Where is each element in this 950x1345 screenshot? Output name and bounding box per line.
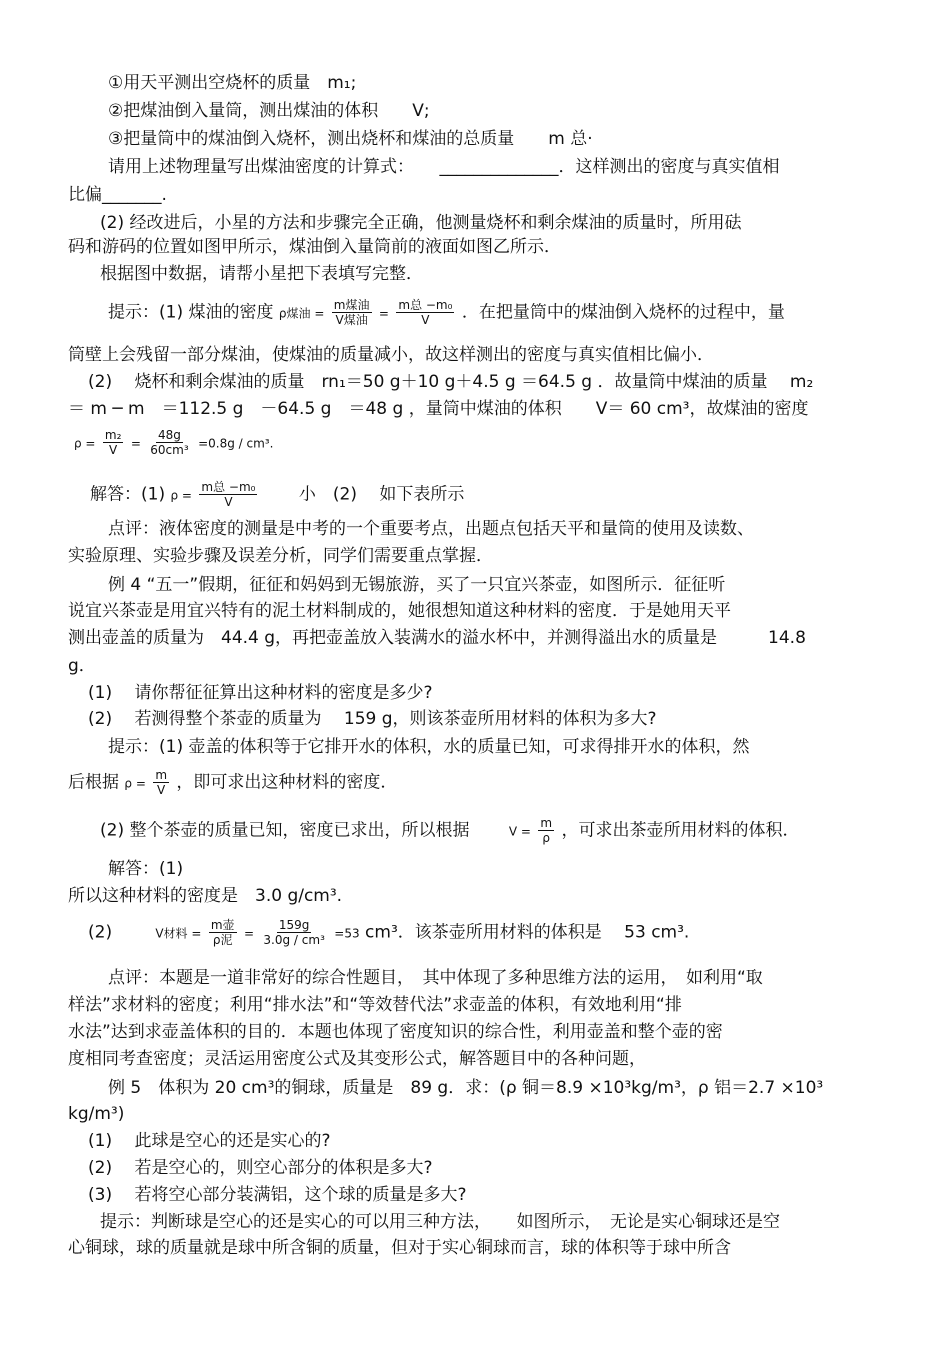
hint-ex4-line-3 bbox=[100, 816, 799, 845]
hint-suffix: ，即可求出这种材料的密度． bbox=[176, 772, 398, 793]
comment-line-1: 点评：液体密度的测量是中考的一个重要考点，出题点包括天平和量筒的使用及读数、 bbox=[108, 519, 754, 539]
comment-ex4-line-1: 点评：本题是一道非常好的综合性题目， 其中体现了多种思维方法的运用， 如利用“取 bbox=[108, 968, 763, 988]
answer-label: 解答：(1) bbox=[90, 484, 166, 505]
example-4-line-3: 测出壶盖的质量为 44.4 g，再把壶盖放入装满水的溢水杯中，并测得溢出水的质量是 14.8 bbox=[68, 628, 806, 648]
hint-line-3: (2) 烧杯和剩余煤油的质量 rn₁＝50 g＋10 g＋4.5 g ＝64.5 g ．故量筒中煤油的质量 m₂ bbox=[88, 372, 814, 392]
example-5-line-2: kg/m³) bbox=[68, 1104, 125, 1124]
answer-line bbox=[90, 480, 464, 509]
fraction-m-over-rho: $\frac{m}{\rho}$ bbox=[540, 816, 553, 845]
fraction-159-over-3: $\frac{159g}{\text{3.0g / cm³}}$ bbox=[263, 918, 325, 947]
hint-prefix: 后根据 bbox=[68, 772, 119, 793]
example-4-line-4: g． bbox=[68, 656, 96, 676]
comment-ex4-line-3: 水法”达到求壶盖体积的目的．本题也体现了密度知识的综合性，利用壶盖和整个壶的密 bbox=[68, 1022, 723, 1042]
fraction-48-over-60: $\frac{48g}{\text{60cm³}}$ bbox=[150, 428, 189, 457]
equals-sign: = bbox=[130, 436, 141, 451]
fraction-m2-over-v: $\frac{\text{m₂}}{V}$ bbox=[104, 428, 122, 457]
ex5-question-3: (3) 若将空心部分装满铝，这个球的质量是多大? bbox=[88, 1185, 467, 1205]
part-2-text-cont: 码和游码的位置如图甲所示，煤油倒入量筒前的液面如图乙所示． bbox=[68, 237, 561, 257]
answer-ex4-density: 所以这种材料的密度是 3.0 g/cm³. bbox=[68, 886, 343, 906]
volume-material-symbol: V材料 = bbox=[155, 926, 202, 941]
hint-prefix: (2) 整个茶壶的质量已知，密度已求出，所以根据 bbox=[100, 820, 504, 841]
example-5-line-1: 例 5 体积为 20 cm³的铜球，质量是 89 g．求：(ρ 铜＝8.9 ×10³kg/m³，ρ 铝＝2.7 ×10³ bbox=[108, 1078, 824, 1098]
hint-ex4-line-1: 提示：(1) 壶盖的体积等于它排开水的体积，水的质量已知，可求得排开水的体积，然 bbox=[108, 737, 750, 757]
hint-line-1 bbox=[108, 298, 785, 327]
fraction-total-minus-empty: $\frac{\text{m总 −m₀}}{V}$ bbox=[398, 298, 453, 327]
fraction-m-over-v: $\frac{m}{V}$ bbox=[155, 768, 168, 797]
density-symbol: ρ煤油 = bbox=[278, 306, 325, 321]
hint-line-1-tail: ．在把量筒中的煤油倒入烧杯的过程中，量 bbox=[461, 302, 785, 323]
hint-ex5-line-1: 提示：判断球是空心的还是实心的可以用三种方法， 如图所示， 无论是实心铜球还是空 bbox=[100, 1212, 780, 1232]
equals-sign: = bbox=[243, 926, 254, 941]
hint-label: 提示：(1) 煤油的密度 bbox=[108, 302, 274, 323]
density-calc-line bbox=[74, 428, 273, 457]
hint-ex4-line-2 bbox=[68, 768, 397, 797]
example-4-line-2: 说宜兴茶壶是用宜兴特有的泥土材料制成的，她很想知道这种材料的密度．于是她用天平 bbox=[68, 601, 731, 621]
volume-result: =53 bbox=[334, 926, 360, 941]
volume-tail: cm³．该茶壶所用材料的体积是 53 cm³. bbox=[365, 922, 690, 943]
equals-sign: = bbox=[378, 306, 389, 321]
answer-ex4-label: 解答：(1) bbox=[108, 859, 184, 879]
density-result: =0.8g / cm³. bbox=[198, 436, 274, 451]
volume-symbol: V = bbox=[508, 824, 531, 839]
rho-symbol: ρ = bbox=[124, 776, 146, 791]
hint-ex5-line-2: 心铜球，球的质量就是球中所含铜的质量，但对于实心铜球而言，球的体积等于球中所含 bbox=[68, 1238, 731, 1258]
ex5-question-1: (1) 此球是空心的还是实心的? bbox=[88, 1131, 331, 1151]
question-1: (1) 请你帮征征算出这种材料的密度是多少? bbox=[88, 683, 433, 703]
hint-suffix: ，可求出茶壶所用材料的体积． bbox=[561, 820, 800, 841]
fraction-answer: $\frac{\text{m总 −m₀}}{V}$ bbox=[201, 480, 256, 509]
hint-line-4: ＝ m ─ m ＝112.5 g －64.5 g ＝48 g ，量筒中煤油的体积 V＝ 60 cm³，故煤油的密度 bbox=[68, 399, 809, 419]
ex5-question-2: (2) 若是空心的，则空心部分的体积是多大? bbox=[88, 1158, 433, 1178]
part-label: (2) bbox=[88, 922, 113, 943]
step-1: ①用天平测出空烧杯的质量 m₁; bbox=[108, 73, 357, 93]
question-2: (2) 若测得整个茶壶的质量为 159 g，则该茶壶所用材料的体积为多大? bbox=[88, 709, 657, 729]
example-4-line-1: 例 4 “五一”假期，征征和妈妈到无锡旅游，买了一只宜兴茶壶，如图所示．征征听 bbox=[108, 575, 726, 595]
instruction-text: 根据图中数据，请帮小星把下表填写完整． bbox=[100, 264, 423, 284]
answer-tail: 小 (2) 如下表所示 bbox=[264, 484, 465, 505]
answer-ex4-volume bbox=[88, 918, 689, 947]
question-text-cont: 比偏_______. bbox=[68, 185, 167, 205]
step-2: ②把煤油倒入量筒，测出煤油的体积 V; bbox=[108, 101, 430, 121]
fraction-m-over-v: $\frac{\text{m煤油}}{\text{V煤油}}$ bbox=[333, 298, 370, 327]
rho-symbol: ρ = bbox=[74, 436, 96, 451]
comment-line-2: 实验原理、实验步骤及误差分析，同学们需要重点掌握． bbox=[68, 546, 493, 566]
fraction-m-pot-over-rho-clay: $\frac{\text{m壶}}{\text{ρ泥}}$ bbox=[210, 918, 235, 947]
question-text: 请用上述物理量写出煤油密度的计算式： ______________．这样测出的密度与真实值相 bbox=[108, 157, 780, 177]
part-2-text: (2) 经改进后，小星的方法和步骤完全正确，他测量烧杯和剩余煤油的质量时，所用砝 bbox=[100, 213, 742, 233]
step-3: ③把量筒中的煤油倒入烧杯，测出烧杯和煤油的总质量 m 总· bbox=[108, 129, 593, 149]
comment-ex4-line-2: 样法”求材料的密度；利用“排水法”和“等效替代法”求壶盖的体积，有效地利用“排 bbox=[68, 995, 682, 1015]
comment-ex4-line-4: 度相同考查密度；灵活运用密度公式及其变形公式，解答题目中的各种问题， bbox=[68, 1049, 646, 1069]
hint-line-2: 筒壁上会残留一部分煤油，使煤油的质量减小，故这样测出的密度与真实值相比偏小． bbox=[68, 345, 714, 365]
rho-symbol: ρ = bbox=[170, 488, 192, 503]
